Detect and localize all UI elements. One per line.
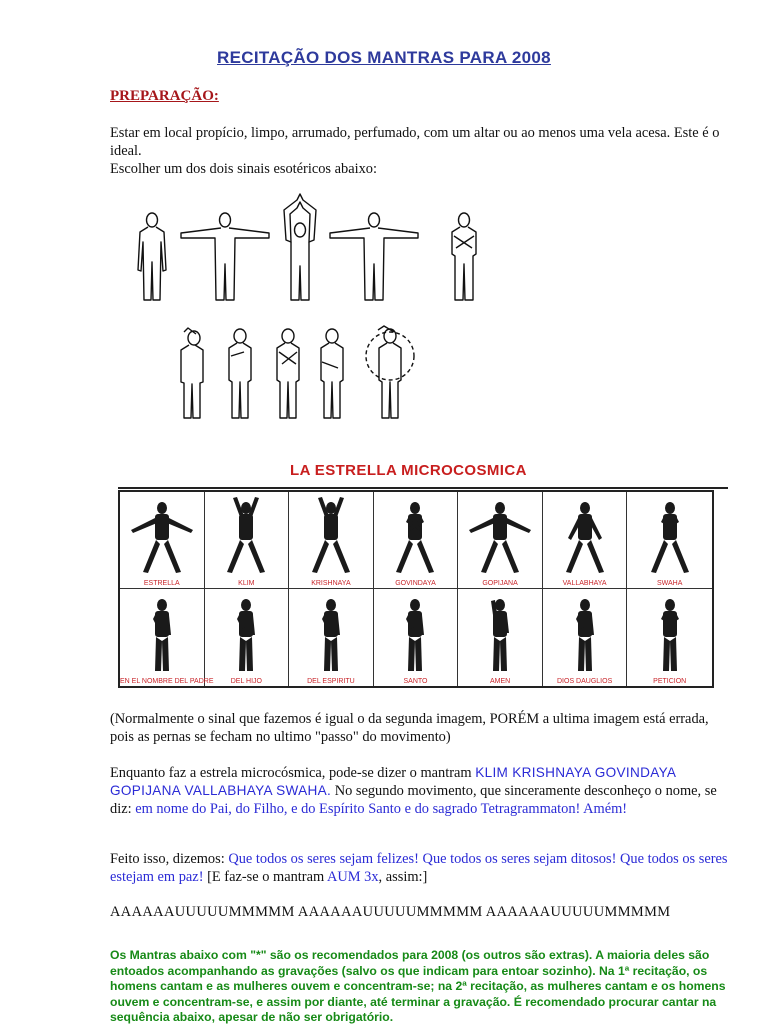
- star-pose-figure: [635, 593, 705, 673]
- wish-end: , assim:]: [378, 869, 428, 885]
- star-cell-label: AMEN: [489, 678, 511, 685]
- star-pose-figure: [211, 496, 281, 576]
- star-pose-figure: [550, 593, 620, 673]
- star-pose-figure: [211, 593, 281, 673]
- note-paragraph: (Normalmente o sinal que fazemos é igual o da segunda imagem, PORÉM a ultima imagem está errada, pois as pernas se fecham no ultimo "passo" do movimento): [110, 711, 709, 745]
- star-cell-label: DEL ESPIRITU: [307, 678, 355, 685]
- star-pose-figure: [550, 496, 620, 576]
- green-note: Os Mantras abaixo com "*" são os recomendados para 2008 (os outros são extras). A maioria deles são entoados acompanhando as gravações (salvo os que indicam para entoar sozinho). Na 1ª recitação, os homens cantam e as mulheres ouvem e concentram-se; na 2ª recitação, as mulheres cantam e os homens ouvem e concentram-se, e assim por diante, até terminar a gravação. É recomendado procurar cantar na sequência abaixo, apesar de não ser obrigatório.: [110, 948, 726, 1025]
- chart-top-rule: [118, 487, 728, 489]
- wish-bracket-text: [E faz-se o mantram: [203, 869, 327, 885]
- star-cell-1-4: [374, 492, 459, 589]
- star-pose-figure: [127, 593, 197, 673]
- esoteric-sign-figure-2: [170, 322, 430, 422]
- star-cell-2-6: [543, 589, 628, 686]
- star-pose-figure: [635, 496, 705, 576]
- intro-paragraph: [110, 124, 720, 178]
- esoteric-sign-figure-1: [130, 192, 490, 304]
- aum-chant-line: AAAAAAUUUUUMMMMM AAAAAAUUUUUMMMMM AAAAAAUUUUUMMMMM: [110, 904, 671, 920]
- star-cell-2-3: [289, 589, 374, 686]
- star-pose-figure: [380, 593, 450, 673]
- wish-intro: Feito isso, dizemos:: [110, 851, 229, 867]
- star-cell-label: KLIM: [238, 580, 255, 587]
- star-cell-1-6: [543, 492, 628, 589]
- star-cell-label: ESTRELLA: [143, 580, 180, 587]
- star-cell-label: DEL HIJO: [230, 678, 262, 685]
- star-cell-2-2: [205, 589, 290, 686]
- star-cell-label: KRISHNAYA: [311, 580, 351, 587]
- mantra-intro-text: Enquanto faz a estrela microcósmica, pode-se dizer o mantram: [110, 765, 476, 781]
- wish-text: Que todos os seres sejam felizes! Que todos os seres sejam ditosos! Que todos os seres estejam em paz!: [110, 851, 728, 885]
- star-pose-figure: [380, 496, 450, 576]
- star-cell-label: EN EL NOMBRE DEL PADRE: [120, 678, 214, 685]
- star-pose-figure: [296, 496, 366, 576]
- microcosmic-star-chart: [118, 490, 714, 688]
- mantra-klim: KLIM KRISHNAYA GOVINDAYA GOPIJANA VALLABHAYA SWAHA.: [110, 765, 676, 798]
- star-cell-label: VALLABHAYA: [562, 580, 607, 587]
- page-title: RECITAÇÃO DOS MANTRAS PARA 2008: [217, 48, 551, 67]
- star-cell-label: GOPIJANA: [482, 580, 518, 587]
- star-cell-label: GOVINDAYA: [395, 580, 436, 587]
- microcosmic-star-grid: [120, 492, 712, 686]
- intro-line-1: Estar em local propício, limpo, arrumado, perfumado, com um altar ou ao menos uma vela acesa. Este é o ideal.: [110, 125, 720, 159]
- star-pose-figure: [296, 593, 366, 673]
- mantra-second-movement-text: No segundo movimento, que sinceramente desconheço o nome, se diz:: [110, 783, 717, 817]
- star-cell-label: SWAHA: [656, 580, 683, 587]
- star-cell-label: DIOS DAUGLIOS: [557, 678, 613, 685]
- star-cell-1-5: [458, 492, 543, 589]
- star-cell-2-5: [458, 589, 543, 686]
- intro-line-2: Escolher um dos dois sinais esotéricos abaixo:: [110, 161, 377, 177]
- wish-paragraph: [110, 850, 735, 886]
- mantra-blessing: em nome do Pai, do Filho, e do Espírito Santo e do sagrado Tetragrammaton! Amém!: [135, 801, 628, 817]
- mantra-paragraph: [110, 764, 735, 818]
- section-heading: PREPARAÇÃO:: [110, 88, 219, 104]
- star-pose-figure: [465, 496, 535, 576]
- star-cell-label: PETICION: [653, 678, 687, 685]
- star-pose-figure: [465, 593, 535, 673]
- aum-3x: AUM 3x: [326, 869, 379, 885]
- star-cell-2-7: [627, 589, 712, 686]
- star-cell-1-2: [205, 492, 290, 589]
- star-cell-1-3: [289, 492, 374, 589]
- star-cell-label: SANTO: [403, 678, 428, 685]
- star-cell-2-4: [374, 589, 459, 686]
- star-cell-1-7: [627, 492, 712, 589]
- microcosmic-star-title: LA ESTRELLA MICROCOSMICA: [290, 462, 527, 479]
- star-cell-2-1: [120, 589, 214, 686]
- star-pose-figure: [127, 496, 197, 576]
- star-cell-1-1: [120, 492, 205, 589]
